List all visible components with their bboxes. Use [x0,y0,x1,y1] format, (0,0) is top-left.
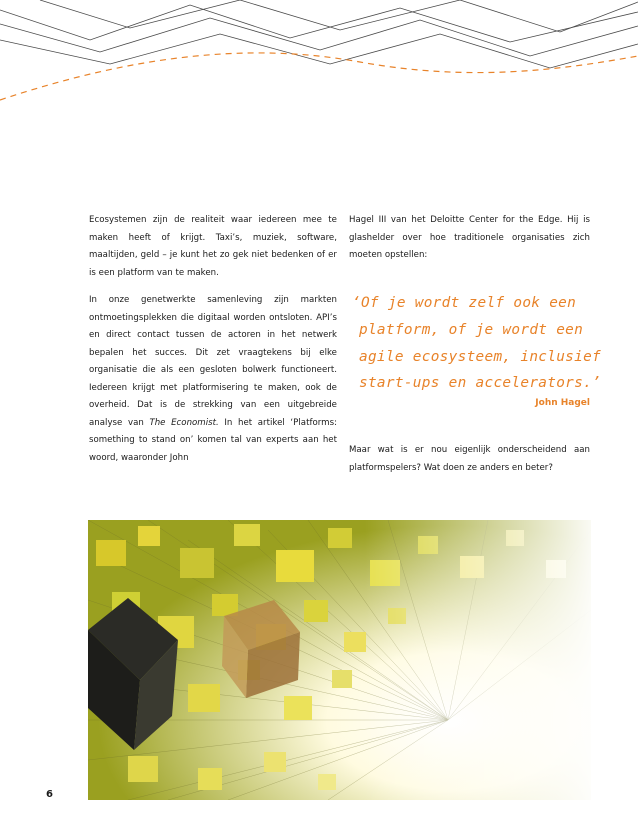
quote-line: agile ecosysteem, inclusief [359,348,602,365]
left-text-column [89,212,337,477]
paragraph-platform-question [349,442,590,477]
page-number: 6 [46,789,53,800]
right-text-column [349,212,590,275]
header-decoration [0,0,638,110]
paragraph-text: In het artikel ‘Platforms: something to stand on’ komen tal van experts aan het woord, waaronder John [89,417,337,463]
quote-author: John Hagel [535,398,590,408]
quote-line: platform, of je wordt een [359,321,584,338]
paragraph-networked-society [89,292,337,467]
paragraph-ecosystems: Ecosystemen zijn de realiteit waar iedereen mee te maken heeft of krijgt. Taxi’s, muziek, software, maaltijden, geld – je kunt het zo gek niet bedenken of er is een platform van te maken. [89,215,337,278]
pull-quote [352,290,602,397]
paragraph-hagel: Hagel III van het Deloitte Center for the Edge. Hij is glashelder over hoe traditionele organisaties zich moeten opstellen: [349,215,590,260]
paragraph-text: In onze genetwerkte samenleving zijn markten ontmoetingsplekken die digitaal worden ontsloten. API’s en direct contact tussen de actoren in het netwerk bepalen het succes. Dit zet vraagtekens bij elke organisatie die als een gesloten bolwerk functioneert. Iedereen krijgt met platformisering te maken, ook de overheid. Dat is de strekking van een uitgebreide analyse van [89,295,337,428]
quote-line: start-ups en accelerators.’ [359,375,602,392]
network-cubes-illustration [88,520,591,800]
quote-line: ‘Of je wordt zelf ook een [352,295,577,311]
paragraph-text: Maar wat is er nou eigenlijk onderscheidend aan platformspelers? Wat doen ze anders en beter? [349,445,590,473]
publication-title: The Economist. [149,417,219,428]
